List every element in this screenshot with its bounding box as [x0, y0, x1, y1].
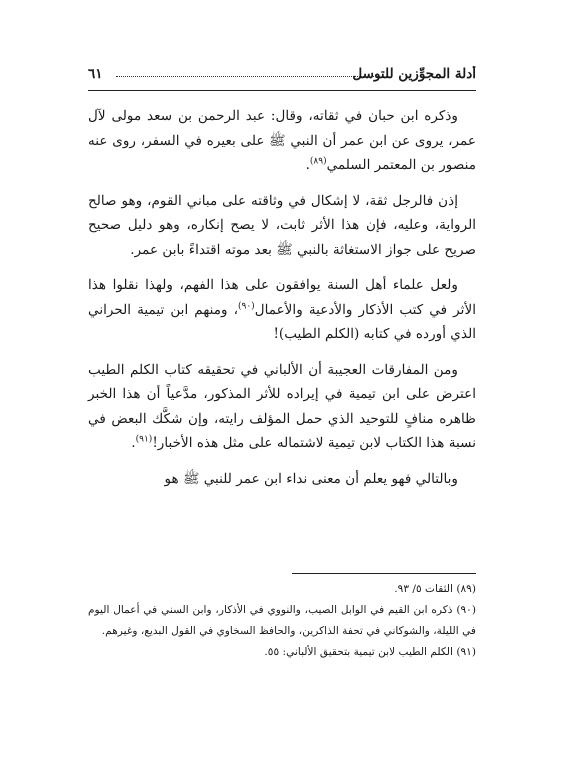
footnote: (٩٠) ذكره ابن القيم في الوابل الصيب، والنووي في الأذكار، وابن السني في أعمال اليوم في الليلة، والشوكاني في تحفة الذاكرين، والحافظ السخاوي في القول البديع، وغيرهم.: [88, 604, 476, 637]
chapter-title: أدلة المجوِّزين للتوسل: [352, 66, 476, 82]
footnote-ref: (٩٠): [237, 300, 255, 311]
main-text: [88, 104, 476, 491]
paragraph: وبالتالي فهو يعلم أن معنى نداء ابن عمر للنبي ﷺ هو: [164, 470, 458, 487]
footnote-separator: [292, 573, 476, 574]
paragraph: ومن المفارقات العجيبة أن الألباني في تحقيقه كتاب الكلم الطيب اعترض على ابن تيمية في إيراده للأثر المذكور، مدَّعياً أن هذا الخبر ظاهره منافٍ للتوحيد الذي حمل المؤلف رايته، وإن شكَّك البعض في نسبة هذا الكتاب لابن تيمية لاشتماله على مثل هذه الأخبار!$^{(٩١)}$.: [88, 361, 476, 451]
footnote: (٩١) الكلم الطيب لابن تيمية بتحقيق الألباني: ٥٥.: [264, 646, 476, 658]
paragraph: ولعل علماء أهل السنة يوافقون على هذا الفهم، ولهذا نقلوا هذا الأثر في كتب الأذكار والأدعية والأعمال$^{(٩٠)}$، ومنهم ابن تيمية الحراني الذي أورده في كتابه (الكلم الطيب)!: [88, 277, 476, 342]
footnote-ref: (٨٩): [309, 156, 327, 167]
header-leader-dots: [116, 76, 380, 77]
running-header: [88, 66, 476, 88]
footnote-ref: (٩١): [135, 434, 153, 445]
header-rule: [88, 90, 476, 91]
paragraph: إذن فالرجل ثقة، لا إشكال في وثاقته على مباني القوم، وهو صالح الرواية، وعليه، فإن هذا الأثر ثابت، لا يصح إنكاره، وهو دليل صحيح صريح على جواز الاستغاثة بالنبي ﷺ بعد موته اقتداءً بابن عمر.: [88, 192, 476, 258]
footnotes: [88, 579, 476, 663]
paragraph: وذكره ابن حبان في ثقاته، وقال: عبد الرحمن بن سعد مولى لآل عمر، يروى عن ابن عمر أن النبي ﷺ على بعيره في السفر، روى عنه منصور بن المعتمر السلمي$^{(٨٩)}$.: [88, 108, 476, 173]
footnote: (٨٩) الثقات ٥/ ٩٣.: [394, 583, 476, 595]
page-number: ٦١: [88, 66, 103, 82]
